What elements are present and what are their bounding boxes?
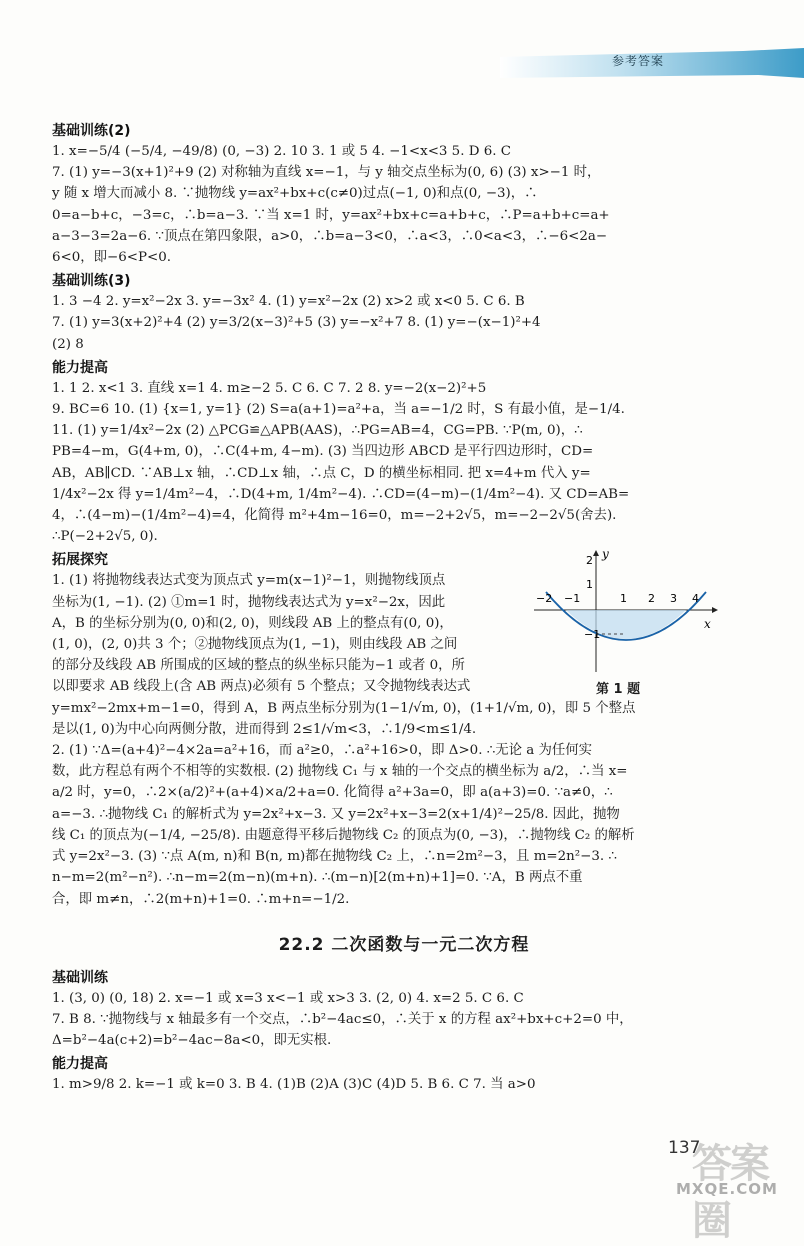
section-heading: 基础训练 xyxy=(52,969,108,986)
answer-line: a/2 时，y=0，∴2×(a/2)²+(a+4)×a/2+a=0. 化简得 a²+3a=0，即 a(a+3)=0. ∵a≠0，∴ xyxy=(52,785,613,801)
chapter-section-title: 22.2 二次函数与一元二次方程 xyxy=(278,934,530,955)
answer-line: 的部分及线段 AB 所围成的区域的整点的纵坐标只能为−1 或者 0，所 xyxy=(52,658,465,674)
answer-line: 坐标为(1, −1). (2) ①m=1 时，抛物线表达式为 y=x²−2x，因此 xyxy=(52,594,446,610)
section-basic-3 xyxy=(52,270,756,355)
answer-line: AB，AB∥CD. ∵AB⊥x 轴，∴CD⊥x 轴，∴点 C，D 的横坐标相同. 把 x=4+m 代入 y= xyxy=(52,465,591,481)
answer-line: 7. B 8. ∵抛物线与 x 轴最多有一个交点，∴b²−4ac≤0，∴关于 x 的方程 ax²+bx+c+2=0 中， xyxy=(52,1011,633,1027)
x-tick-label: 1 xyxy=(620,592,627,605)
answer-line: (1, 0)，(2, 0)共 3 个；②抛物线顶点为(1, −1)，则由线段 AB 之间 xyxy=(52,637,458,653)
section-heading: 能力提高 xyxy=(52,1056,108,1073)
answer-line: A，B 的坐标分别为(0, 0)和(2, 0)，则线段 AB 上的整点有(0, 0)， xyxy=(52,615,453,631)
x-tick-label: −1 xyxy=(564,592,581,605)
answer-line: 数，此方程总有两个不相等的实数根. (2) 抛物线 C₁ 与 x 轴的一个交点的横坐标为 a/2，∴当 x= xyxy=(52,764,628,780)
y-label: y xyxy=(602,548,609,561)
answer-line: 1/4x²−2x 得 y=1/4m²−4，∴D(4+m, 1/4m²−4). ∴CD=(4−m)−(1/4m²−4). 又 CD=AB= xyxy=(52,486,630,502)
answer-line: 9. BC=6 10. (1) {x=1, y=1} (2) S=a(a+1)=a²+a，当 a=−1/2 时，S 有最小值，是−1/4. xyxy=(52,402,625,418)
section-ability xyxy=(52,357,756,548)
x-label: x xyxy=(704,617,711,631)
section-heading: 能力提高 xyxy=(52,359,108,376)
section-heading: 基础训练(3) xyxy=(52,273,131,290)
answer-line: 式 y=2x²−3. (3) ∵点 A(m, n)和 B(n, m)都在抛物线 C₂ 上，∴n=2m²−3，且 m=2n²−3. ∴ xyxy=(52,849,617,865)
answer-line: PB=4−m，G(4+m, 0)，∴C(4+m, 4−m). (3) 当四边形 ABCD 是平行四边形时，CD= xyxy=(52,444,594,460)
header-label: 参考答案 xyxy=(612,54,665,68)
answer-line: 1. 1 2. x<1 3. 直线 x=1 4. m≥−2 5. C 6. C 7. 2 8. y=−2(x−2)²+5 xyxy=(52,380,487,396)
watermark-logo: 答案圈 xyxy=(692,1141,768,1244)
answer-line: y=mx²−2mx+m−1=0，得到 A，B 两点坐标分别为(1−1/√m, 0)，(1+1/√m, 0)，即 5 个整点 xyxy=(52,700,636,716)
figure-caption: 第 1 题 xyxy=(596,682,641,697)
answer-line: y 随 x 增大而减小 8. ∵抛物线 y=ax²+bx+c(c≠0)过点(−1, 0)和点(0, −3)，∴ xyxy=(52,186,538,202)
parabola-figure xyxy=(532,548,722,678)
answer-line: Δ=b²−4a(c+2)=b²−4ac−8a<0，即无实根. xyxy=(52,1033,332,1049)
y-tick-label: 1 xyxy=(586,578,593,591)
answer-line: 线 C₁ 的顶点为(−1/4, −25/8). 由题意得平移后抛物线 C₂ 的顶点为(0, −3)，∴抛物线 C₂ 的解析 xyxy=(52,827,635,843)
y-tick-label: 2 xyxy=(586,554,593,567)
section-22-2-ability xyxy=(52,1053,756,1095)
section-heading: 拓展探究 xyxy=(52,552,108,569)
answer-line: 1. m>9/8 2. k=−1 或 k=0 3. B 4. (1)B (2)A (3)C (4)D 5. B 6. C 7. 当 a>0 xyxy=(52,1077,536,1093)
answer-line: 1. 3 −4 2. y=x²−2x 3. y=−3x² 4. (1) y=x²−2x (2) x>2 或 x<0 5. C 6. B xyxy=(52,294,525,310)
answer-line: 是以(1, 0)为中心向两侧分散，进而得到 2≤1/√m<3，∴1/9<m≤1/4. xyxy=(52,721,477,737)
answer-line: (2) 8 xyxy=(52,336,84,352)
section-heading: 基础训练(2) xyxy=(52,123,131,139)
neg-one-label: −1 xyxy=(584,628,601,641)
answer-line: 6<0，即−6<P<0. xyxy=(52,250,172,266)
y-axis-arrow xyxy=(593,550,599,556)
answer-line: 1. (1) 将抛物线表达式变为顶点式 y=m(x−1)²−1，则抛物线顶点 xyxy=(52,573,446,589)
answer-line: a−3−3=2a−6. ∵顶点在第四象限，a>0，∴b=a−3<0，∴a<3，∴0<a<3，∴−6<2a− xyxy=(52,228,608,244)
answer-line: 合，即 m≠n，∴2(m+n)+1=0. ∴m+n=−1/2. xyxy=(52,891,350,907)
x-tick-label: 3 xyxy=(670,592,677,605)
answer-line: 0=a−b+c，−3=c，∴b=a−3. ∵当 x=1 时，y=ax²+bx+c=a+b+c，∴P=a+b+c=a+ xyxy=(52,207,610,223)
answer-line: 1. x=−5/4 (−5/4, −49/8) (0, −3) 2. 10 3. 1 或 5 4. −1<x<3 5. D 6. C xyxy=(52,144,511,159)
answer-line: 7. (1) y=3(x+2)²+4 (2) y=3/2(x−3)²+5 (3) y=−x²+7 8. (1) y=−(x−1)²+4 xyxy=(52,315,541,331)
x-tick-label: 2 xyxy=(648,592,655,605)
watermark-url: MXQE.COM xyxy=(676,1180,778,1198)
x-tick-label: 4 xyxy=(692,592,699,605)
answer-line: 1. (3, 0) (0, 18) 2. x=−1 或 x=3 x<−1 或 x>3 3. (2, 0) 4. x=2 5. C 6. C xyxy=(52,990,524,1006)
answer-line: a=−3. ∴抛物线 C₁ 的解析式为 y=2x²+x−3. 又 y=2x²+x−3=2(x+1/4)²−25/8. 因此，抛物 xyxy=(52,806,620,822)
section-22-2-basic xyxy=(52,967,756,1052)
section-basic-2 xyxy=(52,120,756,268)
page-number: 137 xyxy=(668,1138,701,1158)
answer-line: 2. (1) ∵Δ=(a+4)²−4×2a=a²+16，而 a²≥0，∴a²+16>0，即 Δ>0. ∴无论 a 为任何实 xyxy=(52,743,593,759)
x-tick-label: −2 xyxy=(536,592,553,605)
answer-line: n−m=2(m²−n²). ∴n−m=2(m−n)(m+n). ∴(m−n)[2(m+n)+1]=0. ∵A，B 两点不重 xyxy=(52,870,583,886)
x-axis-arrow xyxy=(712,607,718,613)
answer-line: 11. (1) y=1/4x²−2x (2) △PCG≌△APB(AAS)，∴PG=AB=4，CG=PB. ∵P(m, 0)，∴ xyxy=(52,423,583,439)
answer-line: ∴P(−2+2√5, 0). xyxy=(52,529,158,545)
answer-line: 4，∴(4−m)−(1/4m²−4)=4，化简得 m²+4m−16=0，m=−2+2√5，m=−2−2√5(舍去). xyxy=(52,508,617,524)
answer-line: 7. (1) y=−3(x+1)²+9 (2) 对称轴为直线 x=−1，与 y 轴交点坐标为(0, 6) (3) x>−1 时， xyxy=(52,165,601,181)
answer-line: 以即要求 AB 线段上(含 AB 两点)必须有 5 个整点；又令抛物线表达式 xyxy=(52,679,471,695)
